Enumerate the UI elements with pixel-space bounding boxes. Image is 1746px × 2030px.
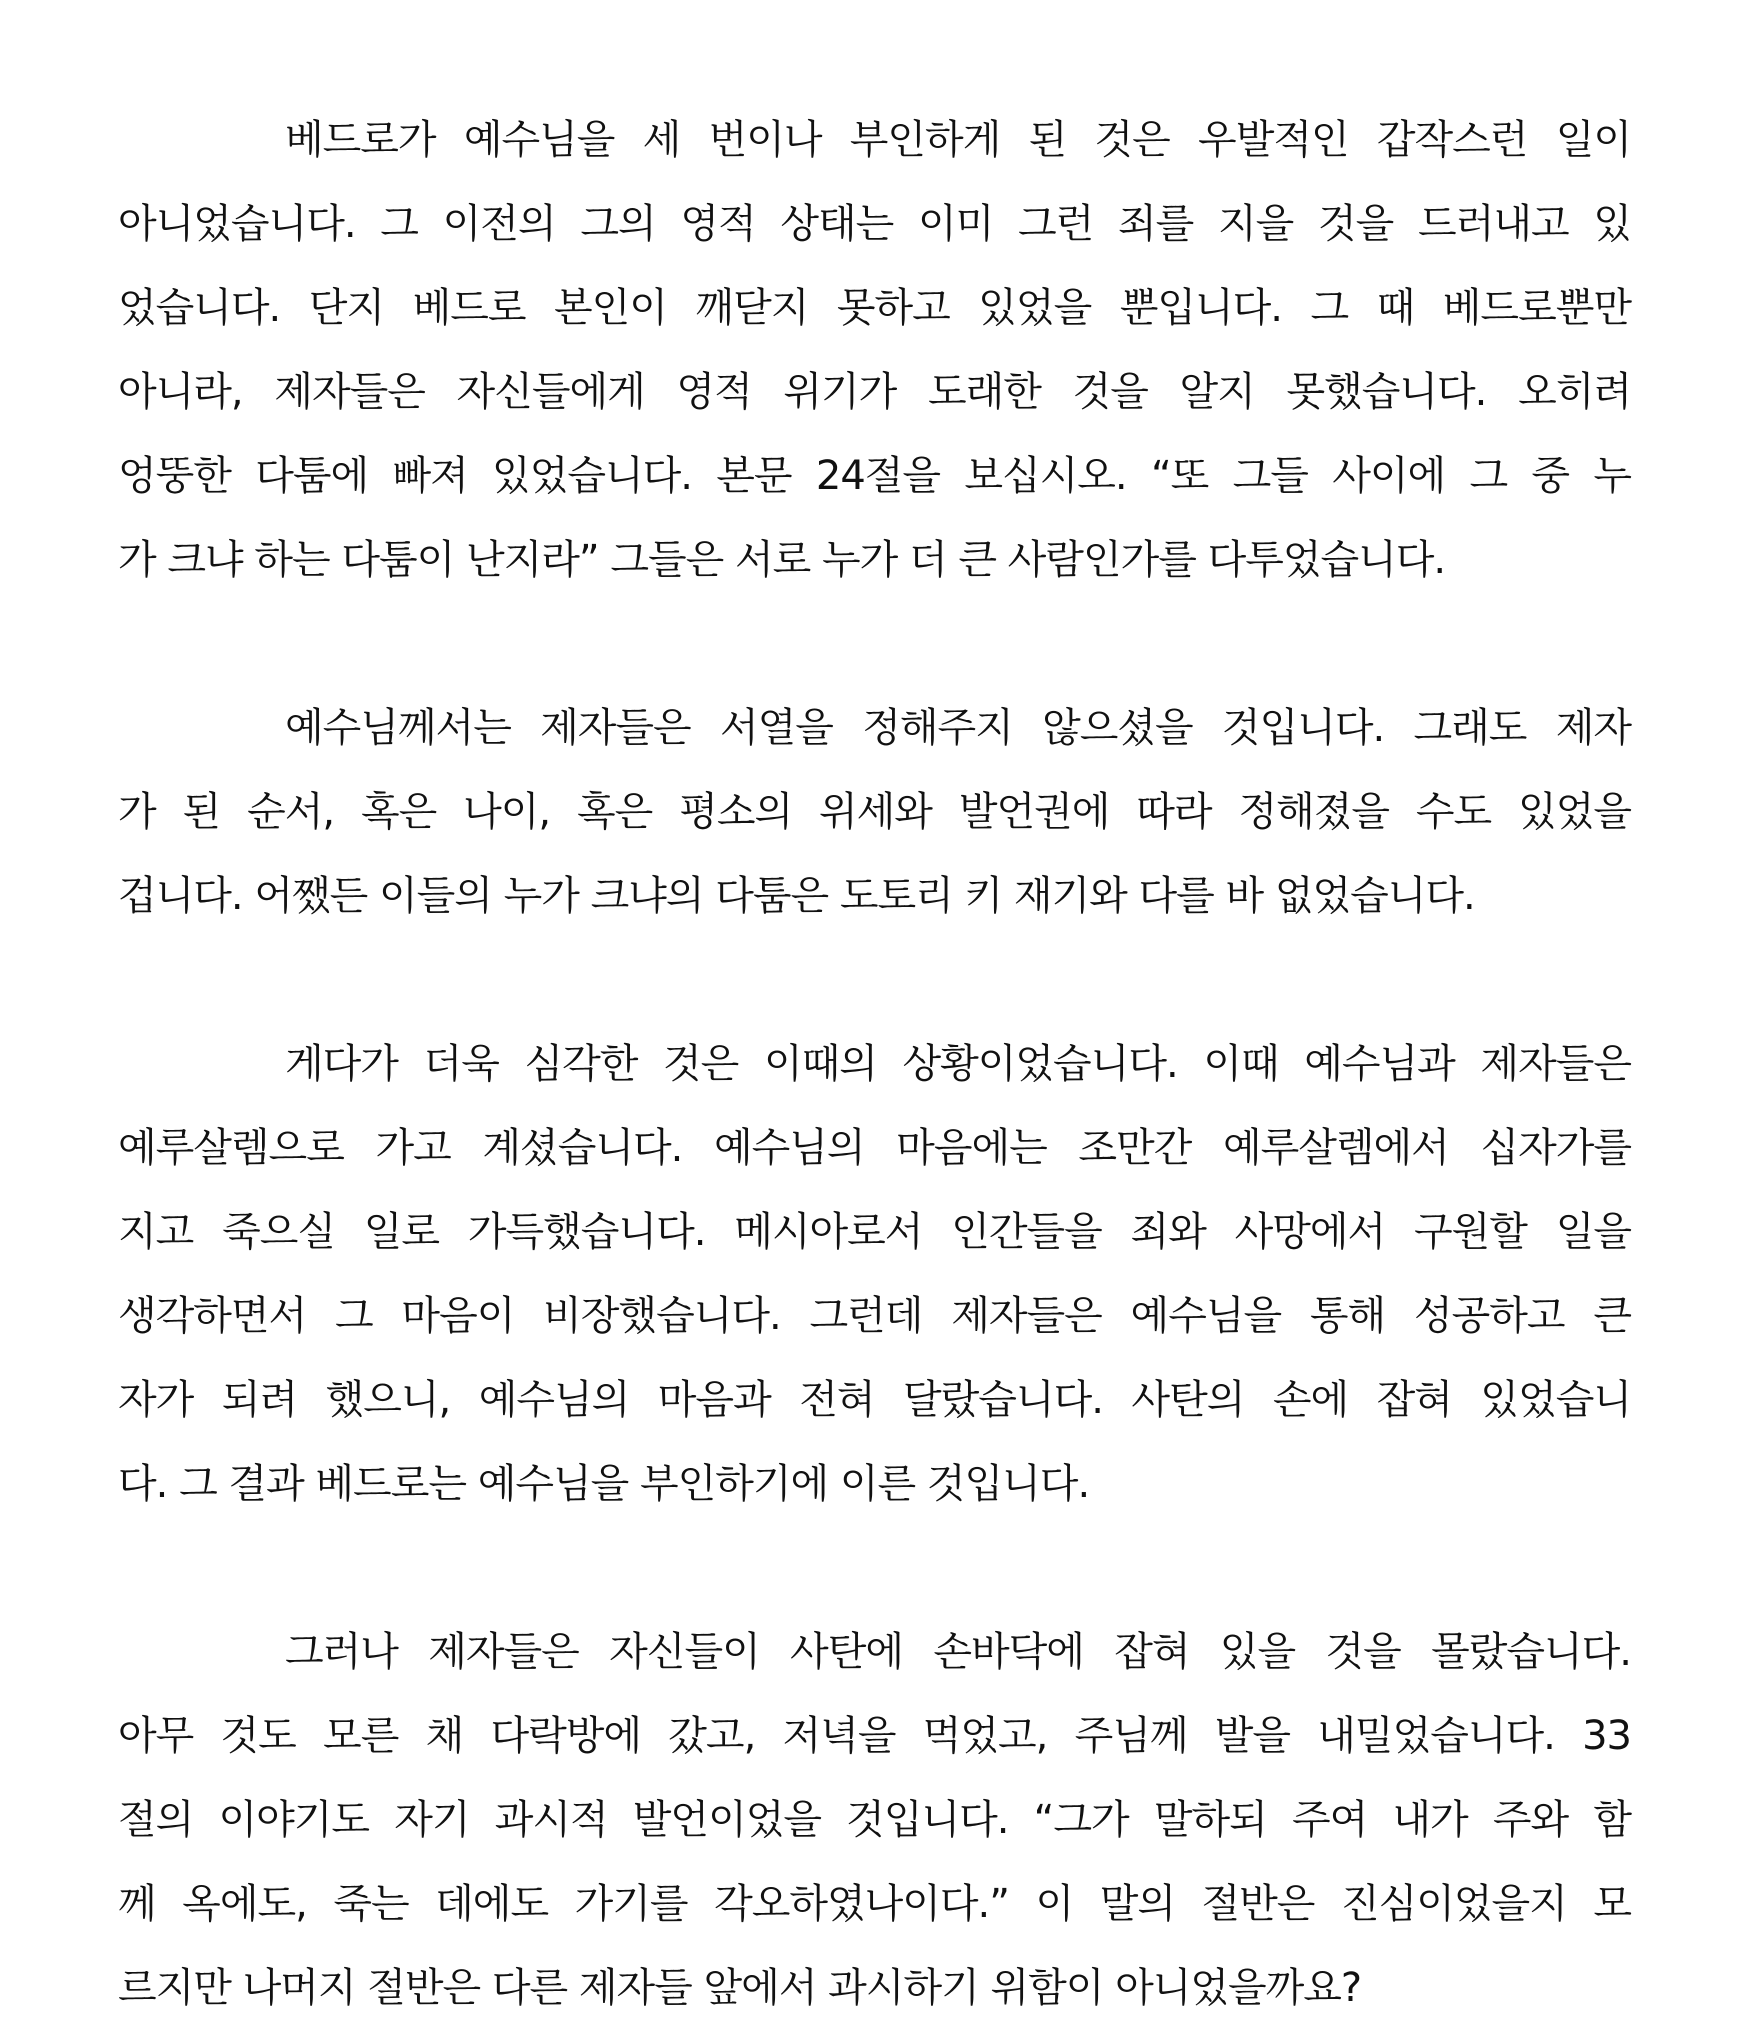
text-line: 가 된 순서, 혹은 나이, 혹은 평소의 위세와 발언권에 따라 정해졌을 수도 있었을 xyxy=(118,789,1631,835)
text-line: 겁니다. 어쨌든 이들의 누가 크냐의 다툼은 도토리 키 재기와 다를 바 없었습니다. xyxy=(118,873,1475,919)
text-line: 아무 것도 모른 채 다락방에 갔고, 저녁을 먹었고, 주님께 발을 내밀었습니다. 33 xyxy=(118,1713,1631,1759)
text-line: 절의 이야기도 자기 과시적 발언이었을 것입니다. “그가 말하되 주여 내가 주와 함 xyxy=(118,1797,1631,1843)
text-line: 예루살렘으로 가고 계셨습니다. 예수님의 마음에는 조만간 예루살렘에서 십자가를 xyxy=(118,1125,1631,1171)
text-line: 생각하면서 그 마음이 비장했습니다. 그런데 제자들은 예수님을 통해 성공하고 큰 xyxy=(118,1293,1631,1339)
text-line: 그러나 제자들은 자신들이 사탄에 손바닥에 잡혀 있을 것을 몰랐습니다. xyxy=(285,1629,1631,1675)
text-line: 엉뚱한 다툼에 빠져 있었습니다. 본문 24절을 보십시오. “또 그들 사이에 그 중 누 xyxy=(118,453,1631,499)
text-line: 르지만 나머지 절반은 다른 제자들 앞에서 과시하기 위함이 아니었을까요? xyxy=(118,1965,1362,2011)
text-line: 게다가 더욱 심각한 것은 이때의 상황이었습니다. 이때 예수님과 제자들은 xyxy=(285,1041,1631,1087)
paragraph-1 xyxy=(118,98,1631,602)
paragraph-2 xyxy=(118,686,1631,938)
text-line: 었습니다. 단지 베드로 본인이 깨닫지 못하고 있었을 뿐입니다. 그 때 베드로뿐만 xyxy=(118,285,1631,331)
text-line: 예수님께서는 제자들은 서열을 정해주지 않으셨을 것입니다. 그래도 제자 xyxy=(285,705,1631,751)
text-line: 지고 죽으실 일로 가득했습니다. 메시아로서 인간들을 죄와 사망에서 구원할 일을 xyxy=(118,1209,1631,1255)
paragraph-4 xyxy=(118,1610,1631,2030)
text-line: 아니었습니다. 그 이전의 그의 영적 상태는 이미 그런 죄를 지을 것을 드러내고 있 xyxy=(118,201,1631,247)
text-line: 아니라, 제자들은 자신들에게 영적 위기가 도래한 것을 알지 못했습니다. 오히려 xyxy=(118,369,1631,415)
paragraph-3 xyxy=(118,1022,1631,1526)
text-line: 가 크냐 하는 다툼이 난지라” 그들은 서로 누가 더 큰 사람인가를 다투었습니다. xyxy=(118,537,1446,583)
text-line: 께 옥에도, 죽는 데에도 가기를 각오하였나이다.” 이 말의 절반은 진심이었을지 모 xyxy=(118,1881,1631,1927)
text-line: 베드로가 예수님을 세 번이나 부인하게 된 것은 우발적인 갑작스런 일이 xyxy=(285,117,1631,163)
text-line: 다. 그 결과 베드로는 예수님을 부인하기에 이른 것입니다. xyxy=(118,1461,1090,1507)
text-line: 자가 되려 했으니, 예수님의 마음과 전혀 달랐습니다. 사탄의 손에 잡혀 있었습니 xyxy=(118,1377,1631,1423)
